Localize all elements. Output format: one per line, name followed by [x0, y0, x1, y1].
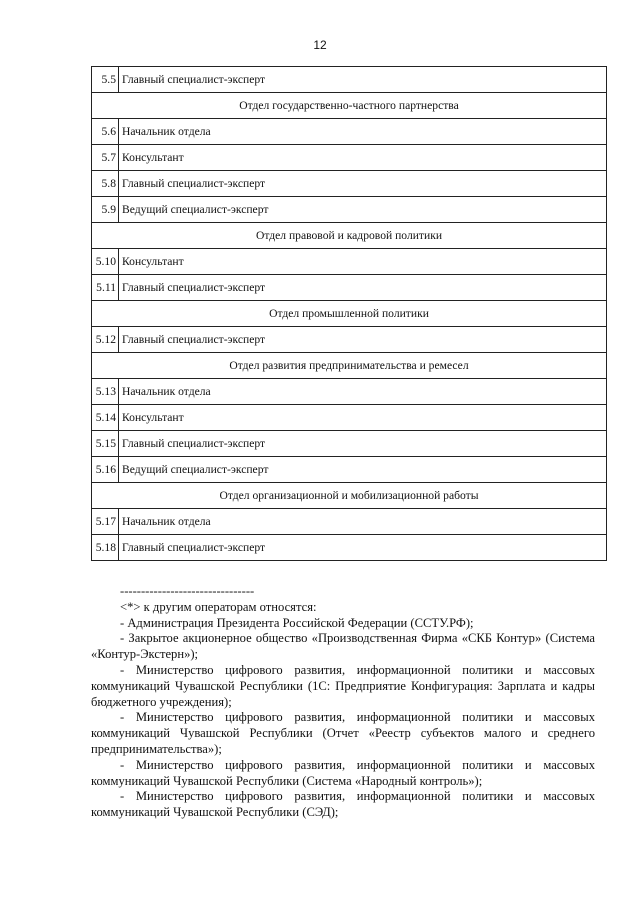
- position-title: Начальник отдела: [119, 119, 607, 145]
- position-number: 5.9: [92, 197, 119, 223]
- department-title: Отдел развития предпринимательства и ремесел: [92, 353, 607, 379]
- positions-table: [91, 66, 607, 561]
- position-number: 5.14: [92, 405, 119, 431]
- position-row: [92, 249, 607, 275]
- position-row: [92, 145, 607, 171]
- position-row: [92, 275, 607, 301]
- position-title: Консультант: [119, 405, 607, 431]
- position-number: 5.13: [92, 379, 119, 405]
- position-number: 5.18: [92, 535, 119, 561]
- position-number: 5.10: [92, 249, 119, 275]
- position-row: [92, 119, 607, 145]
- department-row: [92, 353, 607, 379]
- position-title: Главный специалист-эксперт: [119, 171, 607, 197]
- footnote-paragraph: - Закрытое акционерное общество «Производственная Фирма «СКБ Контур» (Система «Контур-Экстерн»);: [91, 631, 595, 662]
- position-row: [92, 327, 607, 353]
- footnote-paragraph: - Министерство цифрового развития, информационной политики и массовых коммуникаций Чувашской Республики (Система «Народный контроль»);: [91, 757, 595, 788]
- position-row: [92, 171, 607, 197]
- position-title: Главный специалист-эксперт: [119, 327, 607, 353]
- position-title: Главный специалист-эксперт: [119, 67, 607, 93]
- position-row: [92, 535, 607, 561]
- position-row: [92, 457, 607, 483]
- page-number: 12: [313, 38, 327, 52]
- footnote-separator: --------------------------------: [120, 584, 255, 598]
- position-row: [92, 197, 607, 223]
- footnotes: [91, 584, 595, 821]
- position-title: Консультант: [119, 145, 607, 171]
- footnote-paragraph: <*> к другим операторам относятся:: [120, 599, 317, 614]
- position-number: 5.17: [92, 509, 119, 535]
- position-row: [92, 67, 607, 93]
- department-row: [92, 483, 607, 509]
- position-number: 5.6: [92, 119, 119, 145]
- department-row: [92, 223, 607, 249]
- footnote-paragraph: - Министерство цифрового развития, информационной политики и массовых коммуникаций Чувашской Республики (Отчет «Реестр субъектов малого и среднего предпринимательства»);: [91, 710, 595, 756]
- department-row: [92, 301, 607, 327]
- position-title: Главный специалист-эксперт: [119, 275, 607, 301]
- department-title: Отдел правовой и кадровой политики: [92, 223, 607, 249]
- footnote-paragraph: - Министерство цифрового развития, информационной политики и массовых коммуникаций Чувашской Республики (СЭД);: [91, 789, 595, 820]
- position-number: 5.5: [92, 67, 119, 93]
- footnote-paragraph: - Администрация Президента Российской Федерации (ССТУ.РФ);: [120, 615, 474, 630]
- position-title: Начальник отдела: [119, 509, 607, 535]
- department-title: Отдел государственно-частного партнерства: [92, 93, 607, 119]
- department-title: Отдел промышленной политики: [92, 301, 607, 327]
- department-row: [92, 93, 607, 119]
- department-title: Отдел организационной и мобилизационной работы: [92, 483, 607, 509]
- position-row: [92, 509, 607, 535]
- footnote-paragraph: - Министерство цифрового развития, информационной политики и массовых коммуникаций Чувашской Республики (1С: Предприятие Конфигурация: Зарплата и кадры бюджетного учреждения);: [91, 662, 595, 709]
- position-row: [92, 431, 607, 457]
- position-number: 5.7: [92, 145, 119, 171]
- position-title: Главный специалист-эксперт: [119, 535, 607, 561]
- position-number: 5.11: [92, 275, 119, 301]
- position-row: [92, 379, 607, 405]
- position-title: Начальник отдела: [119, 379, 607, 405]
- position-number: 5.8: [92, 171, 119, 197]
- position-title: Главный специалист-эксперт: [119, 431, 607, 457]
- position-number: 5.12: [92, 327, 119, 353]
- position-title: Ведущий специалист-эксперт: [119, 457, 607, 483]
- position-title: Консультант: [119, 249, 607, 275]
- position-title: Ведущий специалист-эксперт: [119, 197, 607, 223]
- position-row: [92, 405, 607, 431]
- position-number: 5.16: [92, 457, 119, 483]
- position-number: 5.15: [92, 431, 119, 457]
- positions-table-body: [92, 67, 607, 561]
